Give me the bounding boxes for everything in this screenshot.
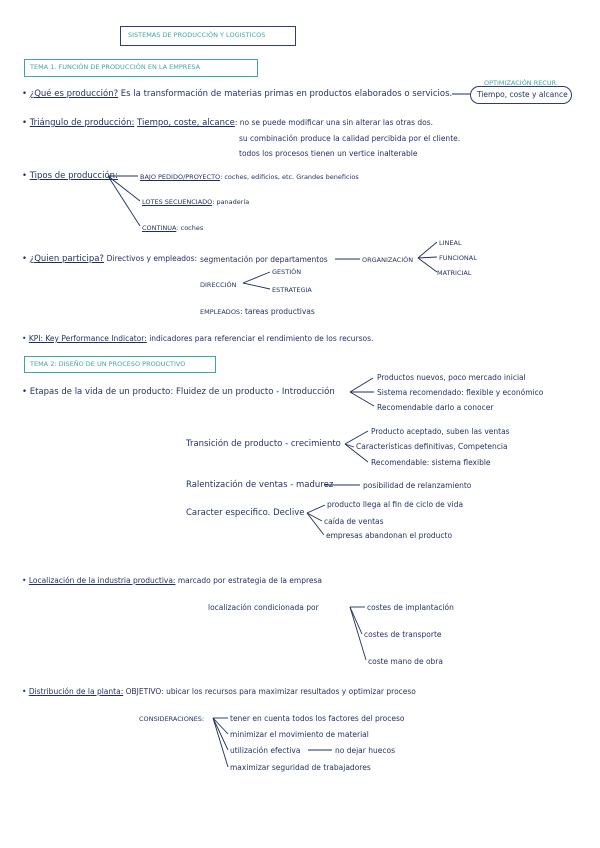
- triangulo-line2: su combinación produce la calidad percibida por el cliente.: [239, 134, 461, 143]
- triangulo-line1: : no se puede modificar una sin alterar las otras dos.: [234, 118, 434, 127]
- etapa3: Ralentización de ventas - madurez: [186, 480, 334, 490]
- tipos-label: Tipos de producción:: [29, 171, 118, 181]
- loc-b3: coste mano de obra: [368, 657, 443, 666]
- bullet-quien: • ¿Quien participa? Directivos y empleados:: [22, 254, 198, 264]
- etapa4-b3: empresas abandonan el producto: [326, 531, 453, 540]
- tipo3-text: : coches: [176, 224, 204, 232]
- consideraciones: CONSIDERACIONES:: [139, 715, 205, 723]
- loc-b2: costes de transporte: [364, 630, 442, 639]
- localizacion-text: marcado por estrategia de la empresa: [177, 576, 323, 585]
- q-produccion: ¿Qué es producción?: [29, 89, 119, 99]
- bullet-triangulo: • Triángulo de producción: Tiempo, coste, alcance: no se puede modificar una sin alterar las otras dos.: [22, 118, 434, 128]
- bullet-localizacion: • Localización de la industria productiva: marcado por estrategia de la empresa: [22, 576, 323, 585]
- bullet-tipos: • Tipos de producción:: [22, 171, 118, 181]
- segmentacion: segmentación por departamentos: [200, 255, 328, 264]
- cons-b4: maximizar seguridad de trabajadores: [230, 763, 371, 772]
- etapa3-b1: posibilidad de relanzamiento: [363, 481, 472, 490]
- loc-cond: localización condicionada por: [208, 603, 319, 612]
- etapa2-b2: Características definitivas, Competencia: [356, 442, 508, 451]
- cons-b1: tener en cuenta todos los factores del proceso: [230, 714, 405, 723]
- organizacion: ORGANIZACIÓN: [362, 256, 414, 264]
- bullet-produccion: • ¿Qué es producción? Es la transformación de materias primas en productos elaborados o servicios.: [22, 89, 453, 99]
- tema1-heading: TEMA 1. FUNCIÓN DE PRODUCCIÓN EN LA EMPRESA: [30, 63, 201, 71]
- loc-b1: costes de implantación: [367, 603, 454, 612]
- tipo1: [140, 172, 359, 183]
- bullet-distribucion: • Distribución de la planta: OBJETIVO: ubicar los recursos para maximizar resultados y optimizar proceso: [22, 687, 416, 696]
- empleados-text: : tareas productivas: [240, 307, 315, 316]
- dir-estrategia: ESTRATEGIA: [272, 286, 312, 294]
- etapa2: Transición de producto - crecimiento: [186, 439, 341, 449]
- tipo1-label: BAJO PEDIDO/PROYECTO: [140, 173, 221, 181]
- direccion: DIRECCIÓN: [200, 281, 237, 289]
- cons-b2: minimizar el movimiento de material: [230, 730, 369, 739]
- tipo1-text: : coches, edificios, etc. Grandes beneficios: [220, 173, 359, 181]
- etapa1-b2: Sistema recomendado: flexible y económico: [377, 388, 544, 397]
- tipo3-label: CONTINUA: [142, 224, 177, 232]
- etapa2-b3: Recomendable: sistema flexible: [371, 458, 491, 467]
- kpi-text: indicadores para referenciar el rendimiento de los recursos.: [149, 334, 374, 343]
- localizacion-label: Localización de la industria productiva:: [28, 576, 176, 585]
- etapa4-b1: producto llega al fin de ciclo de vida: [327, 500, 464, 509]
- tipo2-label: LOTES SECUENCIADO: [142, 198, 213, 206]
- dir-gestion: GESTIÓN: [272, 268, 302, 276]
- kpi-label: KPI: Key Performance Indicator:: [28, 334, 147, 343]
- org-funcional: FUNCIONAL: [439, 254, 477, 262]
- triangulo-line3: todos los procesos tienen un vertice inalterable: [239, 149, 418, 158]
- org-lineal: LINEAL: [439, 239, 462, 247]
- cons-b3: utilización efectiva: [230, 746, 301, 755]
- empleados-label: EMPLEADOS: [200, 308, 241, 316]
- etapa4: Caracter especifico. Declive: [186, 508, 305, 518]
- optim-box-text: Tiempo, coste y alcance: [477, 90, 568, 99]
- distribucion-label: Distribución de la planta:: [28, 687, 124, 696]
- cons-b3b: no dejar huecos: [335, 746, 395, 755]
- triangulo-label: Triángulo de producción:: [29, 118, 135, 128]
- tema2-heading: TEMA 2: DISEÑO DE UN PROCESO PRODUCTIVO: [30, 360, 186, 368]
- q-produccion-answer: Es la transformación de materias primas en productos elaborados o servicios.: [120, 89, 453, 99]
- bullet-etapas: • Etapas de la vida de un producto: Fluidez de un producto - Introducción: [22, 387, 335, 397]
- etapa4-b2: caída de ventas: [324, 517, 384, 526]
- empleados: [200, 306, 315, 318]
- etapa1-b3: Recomendable darlo a conocer: [377, 403, 494, 412]
- etapa2-b1: Producto aceptado, suben las ventas: [371, 427, 510, 436]
- bullet-kpi: • KPI: Key Performance Indicator: indicadores para referenciar el rendimiento de los recursos.: [22, 334, 374, 343]
- quien-answer: Directivos y empleados:: [106, 254, 198, 263]
- distribucion-text: OBJETIVO: ubicar los recursos para maximizar resultados y optimizar proceso: [125, 687, 416, 696]
- etapa1: Fluidez de un producto - Introducción: [175, 387, 335, 397]
- etapas-label: Etapas de la vida de un producto:: [29, 387, 174, 397]
- triangulo-items: Tiempo, coste, alcance: [137, 118, 235, 128]
- org-matricial: MATRICIAL: [437, 269, 472, 277]
- tipo2: [142, 197, 249, 208]
- quien-label: ¿Quien participa?: [29, 254, 104, 264]
- etapa1-b1: Productos nuevos, poco mercado inicial: [377, 373, 526, 382]
- optim-label: OPTIMIZACIÓN RECUR.: [484, 79, 559, 87]
- doc-title: SISTEMAS DE PRODUCCIÓN Y LOGISTICOS: [128, 31, 266, 39]
- tipo3: [142, 223, 203, 234]
- tipo2-text: : panadería: [212, 198, 250, 206]
